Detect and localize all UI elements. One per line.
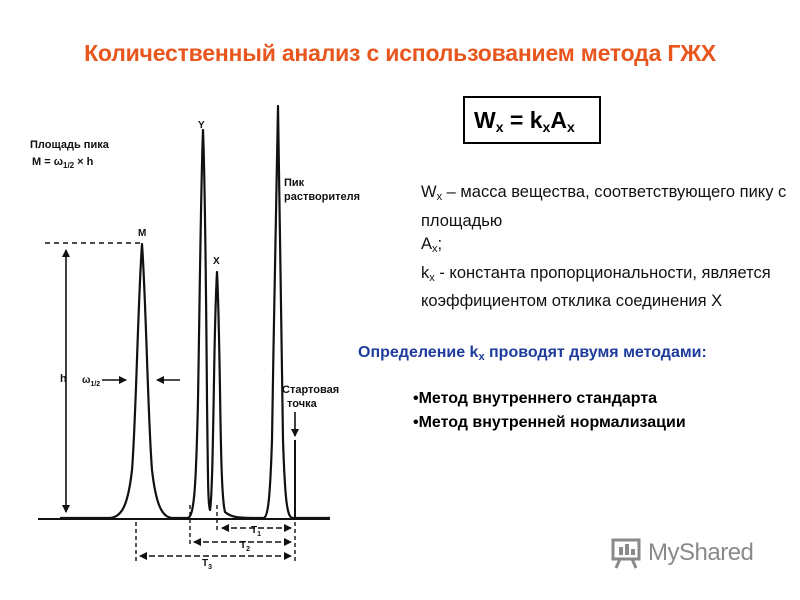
watermark-text: MyShared — [648, 539, 754, 566]
desc-k-sub: x — [429, 271, 435, 284]
formula-a-sub: x — [566, 119, 575, 135]
method-item-internal-standard: •Метод внутреннего стандарта — [413, 390, 658, 407]
presentation-board-icon — [610, 536, 644, 570]
desc-k-symbol: k — [421, 263, 430, 282]
desc-w-text: – масса вещества, соответствующего пику с площадью — [421, 183, 787, 230]
height-label: h — [60, 373, 67, 385]
desc-a-symbol: A — [421, 235, 433, 253]
desc-a-sub: x — [432, 243, 438, 255]
formula-w: W — [474, 107, 496, 133]
desc-w-symbol: W — [421, 183, 437, 201]
peak-y-label: Y — [198, 120, 205, 131]
area-label: Площадь пика — [30, 139, 109, 151]
solvent-peak-label-2: растворителя — [284, 191, 361, 203]
formula-k-sub: x — [542, 119, 551, 135]
t3-label: $T_3$ — [202, 558, 213, 571]
method-item-internal-normalization: •Метод внутренней нормализации — [413, 413, 686, 431]
start-point-label-2: точка — [287, 398, 317, 410]
watermark — [608, 533, 788, 573]
definition-sub: x — [478, 351, 485, 363]
t1-label: $T_1$ — [251, 525, 262, 538]
peak-x-label: X — [213, 256, 220, 267]
desc-a-tail: ; — [437, 235, 443, 253]
formula-a: A — [550, 107, 567, 133]
desc-w-sub: x — [436, 191, 443, 203]
t2-label: $T_2$ — [240, 540, 251, 553]
start-point-label-1: Стартовая — [282, 384, 340, 396]
definition-prefix: Определение k — [358, 344, 479, 361]
area-formula: $M = \omega_{1/2} \times h$ — [32, 156, 94, 170]
formula-mid: = k — [503, 107, 543, 133]
chromatogram-trace — [60, 106, 330, 518]
formula-w-sub: x — [495, 119, 504, 135]
half-width-label: $\omega_{1/2}$ — [82, 375, 101, 388]
peak-m-label: M — [138, 228, 147, 239]
solvent-peak-label-1: Пик — [284, 177, 305, 189]
definition-suffix: проводят двумя методами: — [484, 344, 707, 361]
desc-k-text: - константа пропорциональности, является коэффициентом отклика соединения X — [421, 263, 771, 310]
page-title: Количественный анализ с использованием метода ГЖХ — [84, 40, 716, 66]
